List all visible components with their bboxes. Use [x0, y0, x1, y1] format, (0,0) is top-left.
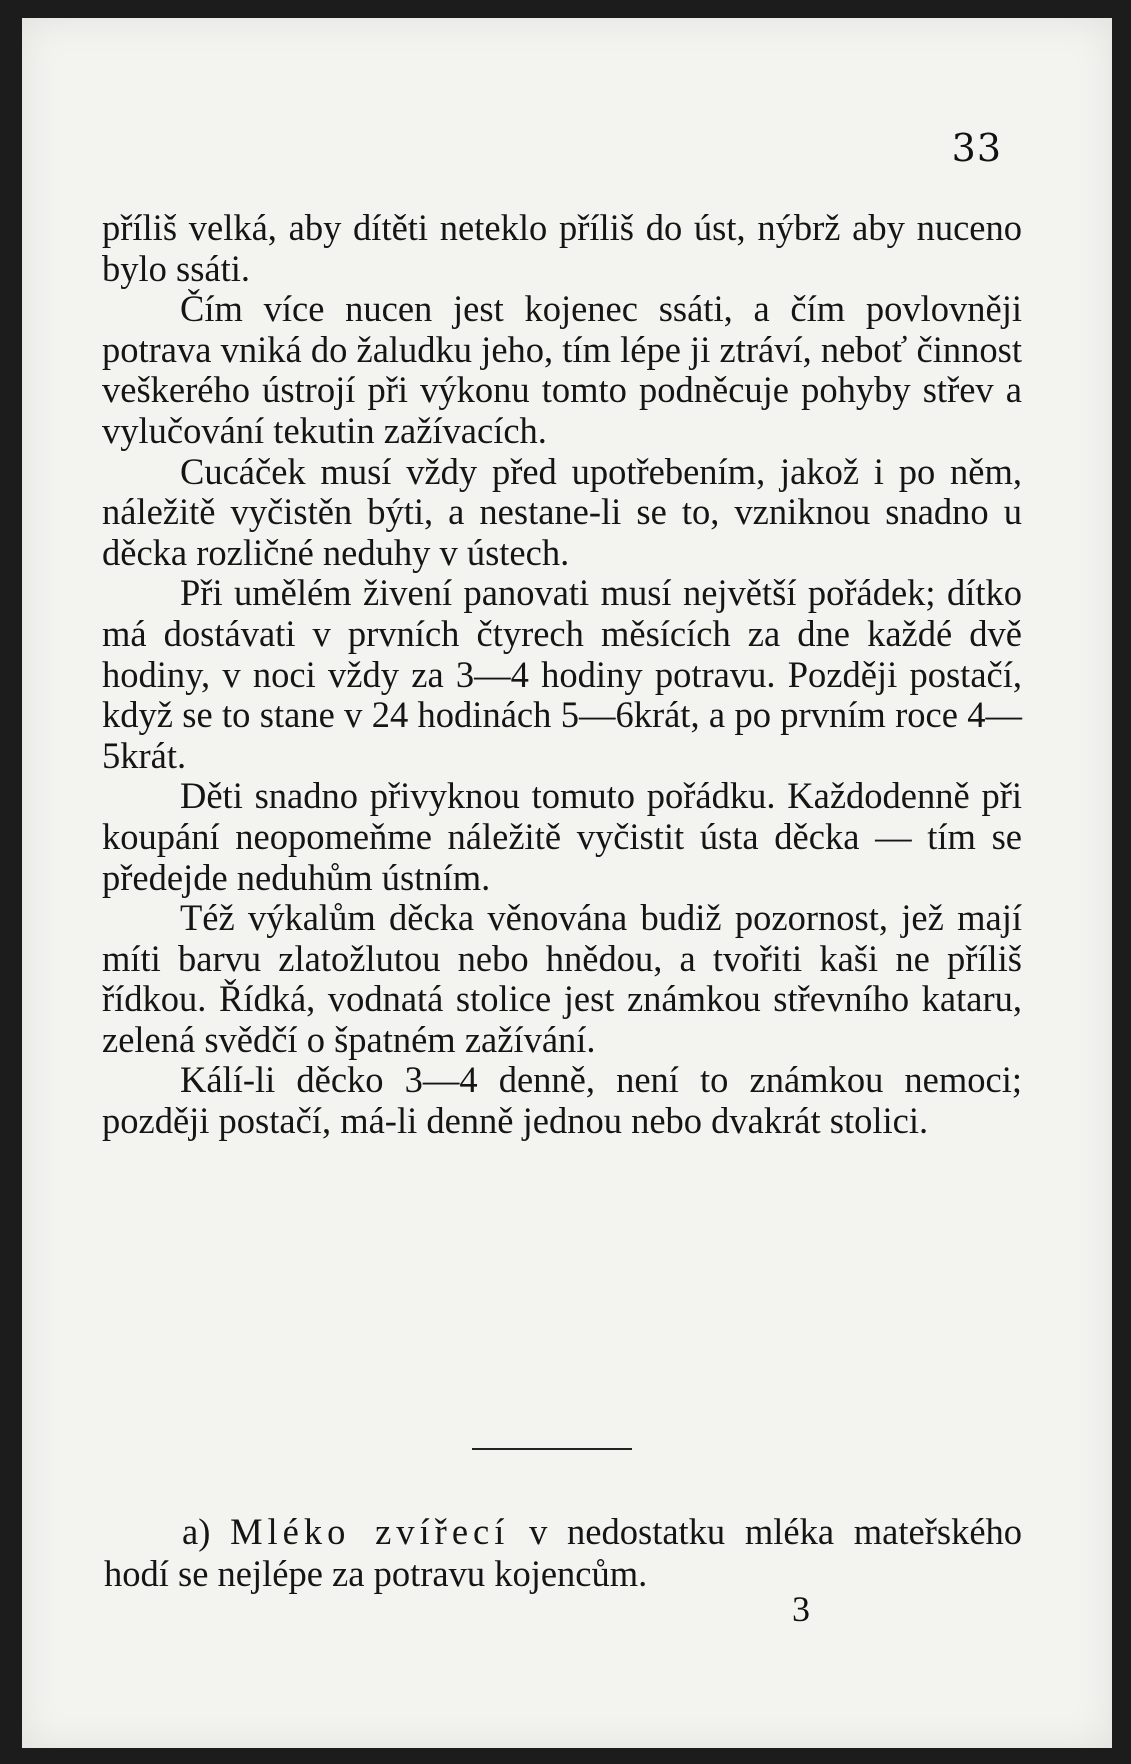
footnote-text — [104, 1511, 1022, 1595]
paragraph: Děti snadno přivyknou tomuto pořádku. Každodenně při koupání neopomeňme náležitě vyčistit ústa děcka — tím se předejde neduhům ústním. — [102, 775, 1022, 898]
paragraph: Kálí-li děcko 3—4 denně, není to známkou nemoci; později postačí, má-li denně jednou nebo dvakrát stolici. — [102, 1059, 1022, 1142]
paragraph: příliš velká, aby dítěti neteklo příliš do úst, nýbrž aby nuceno bylo ssáti. — [102, 207, 1022, 289]
footnote-emphasis: Mléko zvířecí — [230, 1511, 510, 1552]
page-number: 33 — [951, 126, 1002, 170]
body-text — [102, 208, 1022, 1142]
footnote-marker: a) — [182, 1511, 211, 1552]
signature-mark: 3 — [792, 1589, 810, 1629]
book-page — [22, 18, 1112, 1748]
footnote — [104, 1511, 1022, 1595]
footnote-rest: v nedostatku mléka mateřského hodí se nejlépe za potravu kojencům. — [104, 1511, 1023, 1594]
paragraph: Čím více nucen jest kojenec ssáti, a čím povlovněji potrava vniká do žaludku jeho, tím lépe ji ztráví, neboť činnost veškerého ústrojí při výkonu tomto podněcuje pohyby střev a vylučování tekutin zažívacích. — [102, 288, 1022, 451]
section-divider — [472, 1448, 632, 1450]
paragraph: Též výkalům děcka věnována budiž pozornost, jež mají míti barvu zlatožlutou nebo hnědou, a tvořiti kaši ne příliš řídkou. Řídká, vodnatá stolice jest známkou střevního kataru, zelená svědčí o špatném zažívání. — [102, 897, 1022, 1060]
paragraph: Při umělém živení panovati musí největší pořádek; dítko má dostávati v prvních čtyrech měsících za dne každé dvě hodiny, v noci vždy za 3—4 hodiny potravu. Později postačí, když se to stane v 24 hodinách 5—6krát, a po prvním roce 4—5krát. — [102, 572, 1022, 776]
paragraph: Cucáček musí vždy před upotřebením, jakož i po něm, náležitě vyčistěn býti, a nestane-li se to, vzniknou snadno u děcka rozličné neduhy v ústech. — [102, 450, 1022, 573]
